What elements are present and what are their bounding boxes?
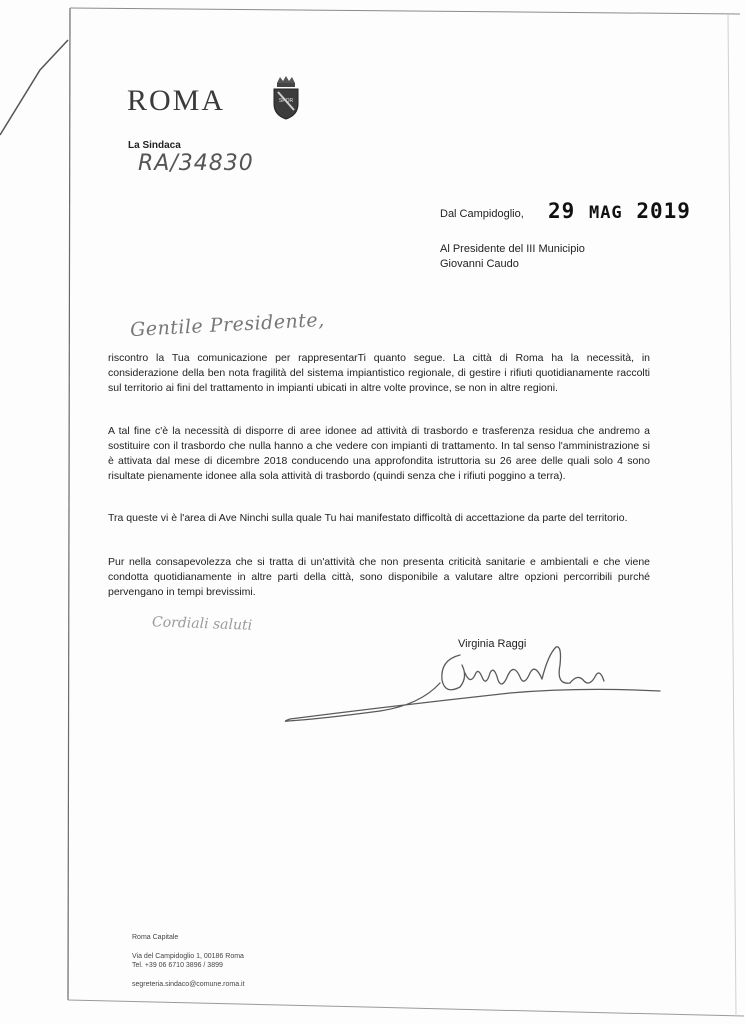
svg-text:SPQR: SPQR [278,98,294,104]
signer-name: Virginia Raggi [458,638,527,650]
recipient-block [440,242,585,272]
footer-address-block [132,952,244,970]
handwritten-closing: Cordiali saluti [151,614,253,634]
city-logotype: ROMA [127,84,226,117]
date-year: 2019 [636,199,691,223]
handwritten-salutation: Gentile Presidente, [129,308,326,342]
handwritten-signature [280,625,670,735]
date-day: 29 [548,199,576,223]
date-month: MAG [588,203,623,223]
protocol-number: RA/34830 [138,151,254,176]
body-paragraph-4: Pur nella consapevolezza che si tratta di un'attività che non presenta criticità sanitarie e ambientali e che viene condotta quotidianamente in altre parti della città, sono disponibile a valutare altre opzioni percorribili purché pervengano in tempi brevissimi. [108,556,650,598]
body-paragraph-2: A tal fine c'è la necessità di disporre di aree idonee ad attività di trasbordo e trasferenza residua che andremo a sostituire con il trasbordo che nulla hanno a che vedere con impianti di trattamento. In tal senso l'amministrazione si è attivata dal mese di dicembre 2018 conducendo una approfondita istruttoria su 26 aree delle quali solo 4 sono risultate pienamente idonee alla sola attività di trasbordo (quindi senza che i rifiuti poggino a terra). [108,425,650,482]
office-title: La Sindaca [128,140,181,151]
date-stamp [548,199,691,223]
dateline-place: Dal Campidoglio, [440,208,524,220]
footer-organization: Roma Capitale [132,934,179,941]
footer-address: Via del Campidoglio 1, 00186 Roma [132,953,244,960]
body-paragraph-3: Tra queste vi è l'area di Ave Ninchi sulla quale Tu hai manifestato difficoltà di accettazione da parte del territorio. [108,512,628,524]
rome-coat-of-arms-icon [270,74,302,120]
body-paragraph-1: riscontro la Tua comunicazione per rappresentarTi quanto segue. La città di Roma ha la necessità, in considerazione della ben nota fragilità del sistema impiantistico regionale, di gestire i rifiuti quotidianamente raccolti sul territorio ai fini del trattamento in impianti ubicati in altre volte province, se non in altre regioni. [108,352,650,394]
footer-phone: Tel. +39 06 6710 3896 / 3899 [132,962,223,969]
recipient-name: Giovanni Caudo [440,258,519,270]
footer-email: segreteria.sindaco@comune.roma.it [132,981,245,988]
recipient-title: Al Presidente del III Municipio [440,243,585,255]
